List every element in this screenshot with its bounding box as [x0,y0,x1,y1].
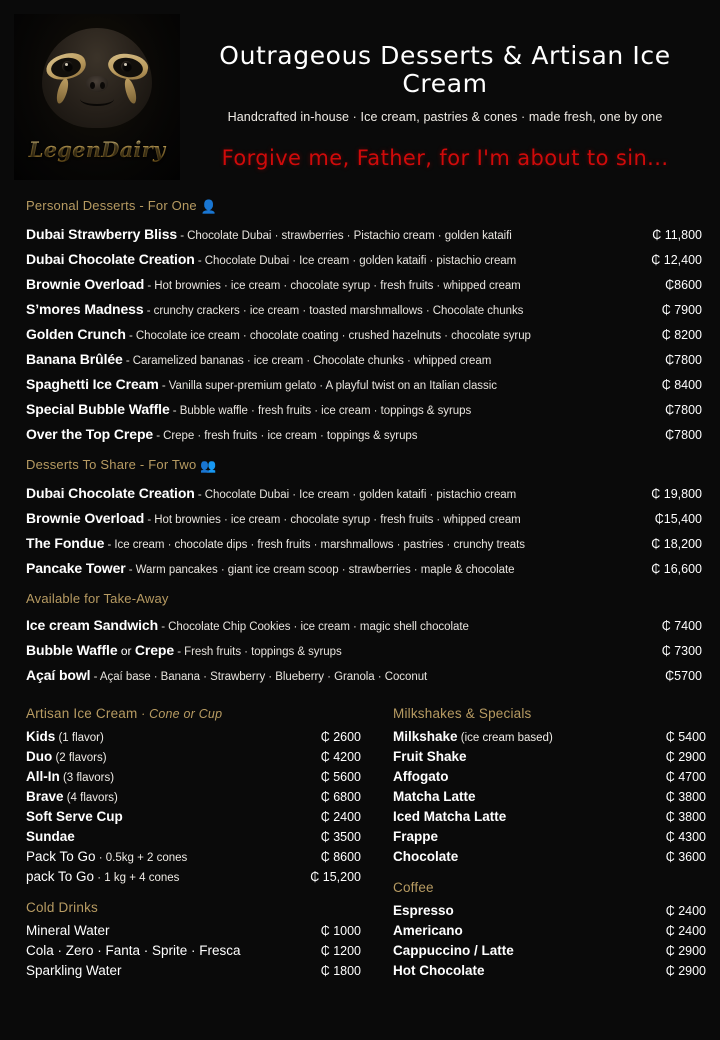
price-row-label [383,849,632,864]
menu-item-row[interactable] [16,556,706,581]
menu-item-text [16,401,626,419]
menu-sections [0,198,720,688]
menu-item-name: The Fondue [26,534,105,551]
price-row-qualifier: · 0.5kg + 2 cones [95,851,188,864]
menu-item-price: ₵ 16,600 [651,561,702,576]
price-row-value: ₵ 2400 [665,903,706,918]
price-row-label-text: Cappuccino / Latte [393,942,514,958]
price-row[interactable] [383,846,706,866]
brand-logo [14,14,180,180]
menu-item-description: - Crepe · fresh fruits · ice cream · toppings & syrups [153,429,418,442]
menu-subtitle: Handcrafted in-house · Ice cream, pastries & cones · made fresh, one by one [227,110,663,124]
menu-item-description: - Hot brownies · ice cream · chocolate syrup · fresh fruits · whipped cream [144,279,521,292]
price-row-value: ₵ 4700 [665,769,706,784]
menu-item-text [16,426,626,444]
menu-item-row[interactable] [16,613,706,638]
price-row-label [16,729,283,744]
price-row-value: ₵ 1800 [320,963,361,978]
column-heading-subtitle: · Cone or Cup [137,707,223,721]
price-row[interactable] [383,766,706,786]
price-row-value: ₵ 2900 [665,943,706,958]
price-row-value: ₵ 5600 [320,769,361,784]
menu-item-description: - crunchy crackers · ice cream · toasted marshmallows · Chocolate chunks [143,304,524,317]
menu-item-name: Bubble Waffle [26,641,118,658]
price-row-label-text: Hot Chocolate [393,962,485,978]
price-row-label-text: Milkshake [393,728,458,744]
column-heading-milkshakes-specials [393,706,706,721]
menu-item-description: - Vanilla super-premium gelato · A playful twist on an Italian classic [158,379,497,392]
price-row-label [383,749,632,764]
price-row-label [383,809,632,824]
price-row-label [16,869,283,884]
price-row-label [16,829,283,844]
menu-item-name: Dubai Chocolate Creation [26,484,195,501]
menu-item-row[interactable] [16,531,706,556]
price-row-value: ₵ 5400 [665,729,706,744]
price-row[interactable] [383,900,706,920]
price-row-label [16,849,283,864]
menu-item-price: ₵8600 [665,277,702,292]
menu-item-row[interactable] [16,322,706,347]
price-row[interactable] [16,826,361,846]
price-row-value: ₵ 4200 [320,749,361,764]
menu-item-price: ₵ 11,800 [652,227,702,242]
price-row-label-text: Sparkling Water [26,962,122,978]
menu-title: Outrageous Desserts & Artisan Ice Cream [219,41,671,98]
price-row-label [383,769,632,784]
price-row-label-text: Cola · Zero · Fanta · Sprite · Fresca [26,942,241,958]
menu-item-row[interactable] [16,638,706,663]
menu-item-row[interactable] [16,481,706,506]
column-heading-coffee [393,880,706,895]
price-row-qualifier: (3 flavors) [59,771,115,784]
price-row-label [16,749,283,764]
menu-item-name: Over the Top Crepe [26,425,154,442]
menu-item-name: Brownie Overload [26,275,145,292]
price-row-label-text: Chocolate [393,848,459,864]
menu-item-description: - Hot brownies · ice cream · chocolate syrup · fresh fruits · whipped cream [144,513,521,526]
price-row-qualifier: (1 flavor) [55,731,104,744]
menu-item-row[interactable] [16,397,706,422]
menu-item-description: - Chocolate Dubai · Ice cream · golden kataifi · pistachio cream [194,254,517,267]
menu-item-price: ₵7800 [665,427,702,442]
menu-item-name: Golden Crunch [26,325,126,342]
price-row[interactable] [16,786,361,806]
menu-columns [0,706,720,980]
menu-item-name: Dubai Strawberry Bliss [26,225,178,242]
price-row-value: ₵ 3500 [320,829,361,844]
menu-item-name: Spaghetti Ice Cream [26,375,159,392]
price-row[interactable] [16,806,361,826]
price-row-label [16,809,283,824]
menu-item-price: ₵7800 [665,402,702,417]
menu-item-row[interactable] [16,347,706,372]
price-row[interactable] [383,786,706,806]
menu-item-name: Pancake Tower [26,559,126,576]
price-row-label-text: Duo [26,748,53,764]
price-row[interactable] [16,746,361,766]
price-row-label [16,923,283,938]
menu-item-price: ₵ 12,400 [651,252,702,267]
price-row-label-text: Matcha Latte [393,788,476,804]
price-row-value: ₵ 2400 [320,809,361,824]
price-row-label [16,769,283,784]
section-heading-label: Available for Take-Away [26,591,169,606]
menu-item-price: ₵ 19,800 [651,486,702,501]
price-row-label-text: All-In [26,768,60,784]
menu-item-text [16,226,626,244]
menu-item-price: ₵ 7400 [661,618,702,633]
menu-item-name: Dubai Chocolate Creation [26,250,195,267]
column-group-spacer [383,866,706,880]
menu-item-text [16,376,626,394]
price-row[interactable] [383,746,706,766]
menu-item-name-alt: Crepe [134,641,175,658]
price-row-label-text: Espresso [393,902,454,918]
menu-item-price: ₵5700 [665,668,702,683]
price-row-label-text: Brave [26,788,64,804]
price-row-label [383,903,632,918]
menu-item-text [16,251,626,269]
price-row-label-text: Kids [26,728,56,744]
menu-item-price: ₵ 8200 [661,327,702,342]
menu-item-name: Ice cream Sandwich [26,616,159,633]
two-people-icon: 👥 [200,458,217,473]
price-row[interactable] [16,726,361,746]
column-heading-label: Cold Drinks [26,900,98,915]
price-row[interactable] [16,846,361,866]
price-row-value: ₵ 2400 [665,923,706,938]
menu-item-row[interactable] [16,506,706,531]
price-row-value: ₵ 3800 [665,809,706,824]
price-row[interactable] [16,920,361,940]
menu-header [0,0,720,188]
section-heading-take-away [26,591,706,606]
price-row-value: ₵ 6800 [320,789,361,804]
menu-item-description: - Chocolate ice cream · chocolate coating · crushed hazelnuts · chocolate syrup [125,329,531,342]
menu-item-row[interactable] [16,222,706,247]
menu-tagline: Forgive me, Father, for I'm about to sin... [221,146,669,170]
menu-item-text [16,301,626,319]
price-row[interactable] [383,826,706,846]
section-heading-label: Desserts To Share - For Two [26,457,197,472]
price-row-value: ₵ 2900 [665,963,706,978]
price-row-value: ₵ 3800 [665,789,706,804]
column-heading-cold-drinks [26,900,361,915]
menu-item-price: ₵ 7300 [661,643,702,658]
price-row-label-text: Affogato [393,768,449,784]
menu-item-name: Special Bubble Waffle [26,400,170,417]
price-row-value: ₵ 15,200 [310,869,361,884]
price-row-label-text: Fruit Shake [393,748,467,764]
price-row-value: ₵ 1200 [320,943,361,958]
section-heading-personal-desserts [26,198,706,215]
price-row-label-text: Americano [393,922,463,938]
column-left [16,706,361,980]
menu-item-price: ₵15,400 [654,511,702,526]
price-row-value: ₵ 3600 [665,849,706,864]
menu-item-text [16,560,626,578]
menu-item-row[interactable] [16,297,706,322]
menu-item-row[interactable] [16,663,706,688]
price-row-value: ₵ 1000 [320,923,361,938]
price-row-label-text: Frappe [393,828,439,844]
menu-item-name: Banana Brûlée [26,350,123,367]
menu-item-description: - Chocolate Dubai · strawberries · Pistachio cream · golden kataifi [177,229,512,242]
price-row-label-text: Pack To Go [26,848,96,864]
menu-item-name: S’mores Madness [26,300,144,317]
menu-item-conjunction: or [117,643,135,658]
price-row-label-text: Sundae [26,828,75,844]
menu-item-description: - Bubble waffle · fresh fruits · ice cream · toppings & syrups [169,404,472,417]
price-row-label [16,789,283,804]
menu-item-text [16,667,626,685]
menu-item-text [16,535,626,553]
column-heading-label: Milkshakes & Specials [393,706,532,721]
price-row-value: ₵ 8600 [320,849,361,864]
menu-item-price: ₵ 18,200 [651,536,702,551]
sloth-face-icon [14,20,180,140]
price-row-label [383,963,632,978]
price-row-label [383,729,632,744]
price-row[interactable] [16,960,361,980]
price-row[interactable] [383,940,706,960]
column-heading-artisan-ice-cream [26,706,361,721]
price-row-label [16,963,283,978]
price-row[interactable] [16,866,361,886]
menu-item-row[interactable] [16,272,706,297]
column-group-spacer [16,886,361,900]
menu-item-description: - Chocolate Chip Cookies · ice cream · magic shell chocolate [158,620,469,633]
price-row-label-text: Mineral Water [26,922,110,938]
price-row[interactable] [383,960,706,980]
menu-item-name: Brownie Overload [26,509,145,526]
menu-item-row[interactable] [16,422,706,447]
menu-item-description: - Fresh fruits · toppings & syrups [174,645,342,658]
column-heading-label: Artisan Ice Cream [26,706,138,721]
section-heading-desserts-to-share [26,457,706,474]
menu-item-text [16,351,626,369]
price-row-value: ₵ 2900 [665,749,706,764]
menu-item-text [16,510,626,528]
price-row-qualifier: · 1 kg + 4 cones [94,871,180,884]
menu-item-row[interactable] [16,247,706,272]
price-row-label [383,943,632,958]
header-text-block [180,14,710,170]
price-row-label-text: Iced Matcha Latte [393,808,507,824]
brand-wordmark: LegenDairy [14,137,180,162]
menu-item-price: ₵ 8400 [661,377,702,392]
menu-item-text [16,276,626,294]
menu-item-price: ₵ 7900 [661,302,702,317]
price-row[interactable] [16,766,361,786]
price-row[interactable] [383,806,706,826]
price-row[interactable] [383,920,706,940]
menu-item-text [16,642,626,660]
price-row[interactable] [16,940,361,960]
price-row-label [383,789,632,804]
price-row-value: ₵ 4300 [665,829,706,844]
price-row-label-text: pack To Go [26,868,95,884]
menu-item-description: - Caramelized bananas · ice cream · Chocolate chunks · whipped cream [122,354,492,367]
menu-item-row[interactable] [16,372,706,397]
column-heading-label: Coffee [393,880,434,895]
price-row-label [383,923,632,938]
menu-item-description: - Chocolate Dubai · Ice cream · golden kataifi · pistachio cream [194,488,517,501]
menu-item-text [16,617,626,635]
price-row-label [16,943,283,958]
price-row-qualifier: (ice cream based) [457,731,553,744]
menu-item-description: - Açaí base · Banana · Strawberry · Blueberry · Granola · Coconut [90,670,428,683]
price-row-qualifier: (2 flavors) [52,751,107,764]
menu-item-name: Açaí bowl [26,666,91,683]
menu-item-description: - Warm pancakes · giant ice cream scoop · strawberries · maple & chocolate [125,563,515,576]
price-row[interactable] [383,726,706,746]
menu-item-description: - Ice cream · chocolate dips · fresh fruits · marshmallows · pastries · crunchy treats [104,538,525,551]
column-right [361,706,706,980]
section-heading-label: Personal Desserts - For One [26,198,197,213]
menu-item-text [16,326,626,344]
price-row-value: ₵ 2600 [320,729,361,744]
price-row-label [383,829,632,844]
menu-item-price: ₵7800 [665,352,702,367]
price-row-label-text: Soft Serve Cup [26,808,123,824]
menu-item-text [16,485,626,503]
single-person-icon: 👤 [200,199,218,214]
price-row-qualifier: (4 flavors) [63,791,118,804]
